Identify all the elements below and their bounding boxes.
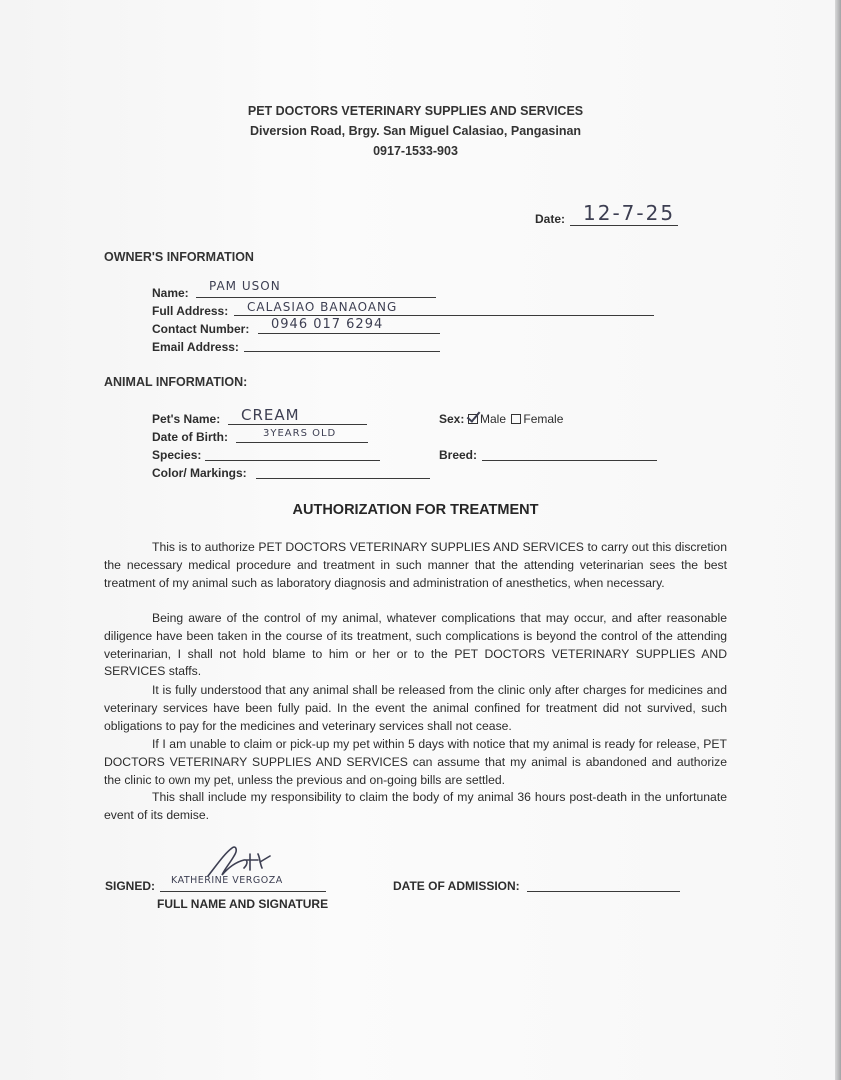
dob-label: Date of Birth:: [152, 430, 228, 444]
business-address: Diversion Road, Brgy. San Miguel Calasiao, Pangasinan: [249, 124, 582, 138]
signer-name[interactable]: KATHERINE VERGOZA: [171, 875, 283, 886]
breed-label: Breed:: [439, 448, 478, 462]
dob-value[interactable]: 3YEARS OLD: [263, 428, 337, 439]
owner-address-line: [234, 315, 654, 316]
date-value[interactable]: 12-7-25: [583, 201, 676, 225]
breed-line[interactable]: [482, 460, 657, 461]
dob-line: [236, 442, 368, 443]
color-markings-label: Color/ Markings:: [152, 466, 247, 480]
owner-address-value[interactable]: CALASIAO BANAOANG: [247, 300, 398, 314]
signature-line: [160, 891, 326, 892]
sex-female-checkbox[interactable]: [511, 414, 521, 424]
owner-contact-value[interactable]: 0946 017 6294: [271, 317, 384, 332]
authorization-paragraph-3: It is fully understood that any animal shall be released from the clinic only after charges for medicines and veterinary services have been fully paid. In the event the animal confined for treatment did not survived, such obligations to pay for the medicines and veterinary services shall not cease.: [104, 683, 727, 733]
page-edge-shadow: [835, 0, 841, 1080]
owner-name-line: [196, 297, 436, 298]
owner-name-value[interactable]: PAM USON: [209, 279, 281, 293]
species-label: Species:: [152, 448, 202, 462]
business-name: PET DOCTORS VETERINARY SUPPLIES AND SERVICES: [247, 104, 584, 118]
date-line: [570, 225, 678, 226]
authorization-title: AUTHORIZATION FOR TREATMENT: [292, 502, 539, 518]
owner-name-label: Name:: [152, 286, 189, 300]
sex-label: Sex:: [439, 412, 465, 426]
admission-date-line[interactable]: [527, 891, 680, 892]
sex-female-label: Female: [523, 412, 564, 426]
pet-name-label: Pet's Name:: [152, 412, 221, 426]
authorization-paragraph-5: This shall include my responsibility to claim the body of my animal 36 hours post-death in the unfortunate event of its demise.: [104, 790, 727, 822]
owner-address-label: Full Address:: [152, 304, 229, 318]
pet-name-value[interactable]: CREAM: [241, 406, 300, 424]
authorization-paragraph-1: This is to authorize PET DOCTORS VETERINARY SUPPLIES AND SERVICES to carry out this discretion the necessary medical procedure and treatment in such manner that the attending veterinarian sees the best treatment of my animal such as laboratory diagnosis and administration of anesthetics, when necessary.: [104, 540, 727, 590]
owner-email-line[interactable]: [244, 351, 440, 352]
owner-section-title: OWNER'S INFORMATION: [104, 250, 254, 264]
species-line[interactable]: [205, 460, 380, 461]
sex-male-checkbox[interactable]: [468, 414, 478, 424]
owner-contact-line: [258, 333, 440, 334]
authorization-paragraph-4: If I am unable to claim or pick-up my pet within 5 days with notice that my animal is ready for release, PET DOCTORS VETERINARY SUPPLIES AND SERVICES can assume that my animal is abandoned and authorize the clinic to own my pet, unless the previous and on-going bills are settled.: [104, 737, 727, 787]
authorization-paragraph-2: Being aware of the control of my animal, whatever complications that may occur, and after reasonable diligence have been taken in the course of its treatment, such complications is beyond the control of the attending veterinarian, I shall not hold blame to him or her or to the PET DOCTORS VETERINARY SUPPLIES AND SERVICES staffs.: [104, 611, 727, 679]
pet-name-line: [228, 424, 367, 425]
owner-contact-label: Contact Number:: [152, 322, 250, 336]
business-phone: 0917-1533-903: [373, 144, 458, 158]
color-markings-line[interactable]: [256, 478, 430, 479]
date-label: Date:: [535, 212, 566, 226]
animal-section-title: ANIMAL INFORMATION:: [104, 375, 248, 389]
sex-options: [466, 412, 563, 426]
owner-email-label: Email Address:: [152, 340, 239, 354]
signed-label: SIGNED:: [105, 879, 156, 893]
sex-male-label: Male: [480, 412, 507, 426]
signature-caption: FULL NAME AND SIGNATURE: [157, 897, 329, 911]
admission-date-label: DATE OF ADMISSION:: [393, 879, 520, 893]
